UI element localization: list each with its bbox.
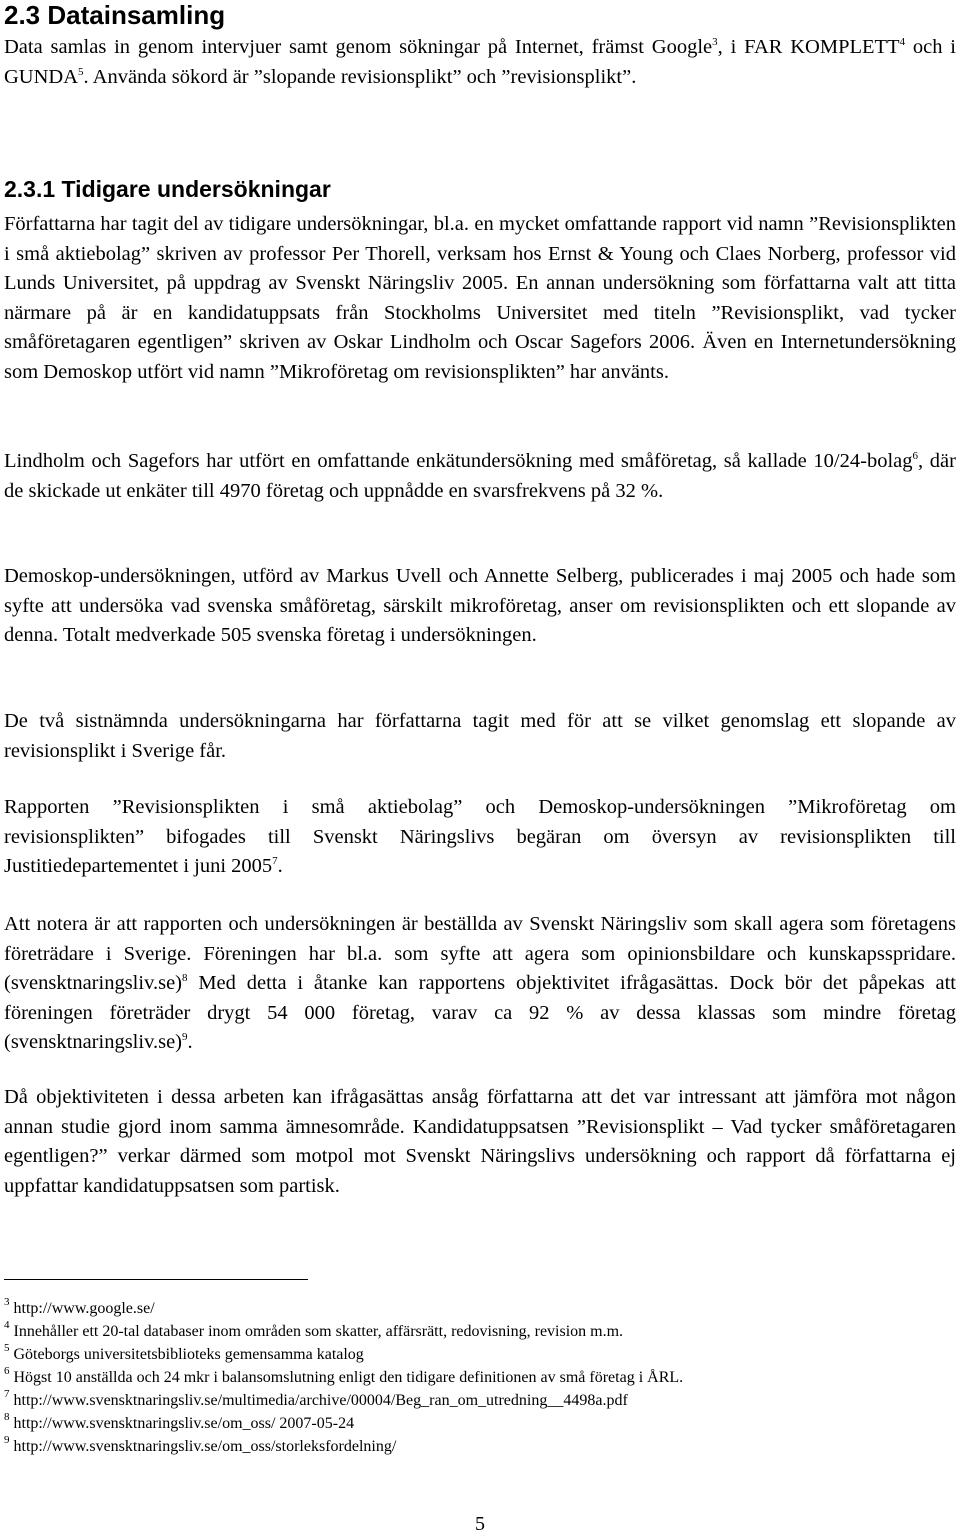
footnote-ref-5: 5	[78, 65, 84, 78]
paragraph-text: .	[187, 1031, 193, 1053]
footnote-separator	[4, 1279, 308, 1280]
footnote	[4, 1320, 956, 1343]
footnote-ref-4: 4	[899, 36, 906, 48]
footnote	[4, 1435, 956, 1458]
footnote-ref-8: 8	[182, 972, 188, 984]
footnote-number: 5	[4, 1342, 10, 1354]
paragraph-text: Lindholm och Sagefors har utfört en omfattande enkätundersökning med småföretag, så kallade 10/24-bolag	[4, 450, 913, 472]
paragraph-previous-studies: Författarna har tagit del av tidigare undersökningar, bl.a. en mycket omfattande rapport vid namn ”Revisionsplikten i små aktiebolag” skriven av professor Per Thorell, verksam hos Ernst & Young och Claes Norberg, professor vid Lunds Universitet, på uppdrag av Svenskt Näringsliv 2005. En annan undersökning som författarna valt att titta närmare på är en kandidatuppsats från Stockholms Universitet med titeln ”Revisionsplikt, vad tycker småföretagaren egentligen” skriven av Oskar Lindholm och Oscar Sagefors 2006. Även en Internetundersökning som Demoskop utfört vid namn ”Mikroföretag om revisionsplikten” har använts.	[4, 213, 956, 383]
subsection-heading: 2.3.1 Tidigare undersökningar	[4, 176, 331, 202]
intro-text-2: , i FAR KOMPLETT	[717, 36, 900, 58]
footnote-text: http://www.svensktnaringsliv.se/om_oss/storleksfordelning/	[13, 1438, 397, 1455]
footnote-ref-9: 9	[182, 1031, 188, 1043]
paragraph-text: .	[277, 855, 283, 877]
footnote-ref-6: 6	[912, 450, 918, 462]
paragraph-objectivity	[4, 910, 956, 1058]
section-heading: 2.3 Datainsamling	[4, 0, 226, 30]
footnote-text: http://www.google.se/	[13, 1300, 155, 1317]
footnote-number: 9	[4, 1434, 10, 1446]
paragraph-text: , där de skickade ut enkäter till 4970 företag och uppnådde en svarsfrekvens på 32 %.	[4, 450, 956, 502]
footnote-text: Innehåller ett 20-tal databaser inom områden som skatter, affärsrätt, redovisning, revision m.m.	[13, 1323, 624, 1340]
footnote-text: Göteborgs universitetsbiblioteks gemensamma katalog	[13, 1346, 364, 1363]
footnote-text: http://www.svensktnaringsliv.se/om_oss/ 2007-05-24	[13, 1415, 355, 1432]
footnote-number: 4	[4, 1319, 10, 1331]
footnote-text: http://www.svensktnaringsliv.se/multimedia/archive/00004/Beg_ran_om_utredning__4498a.pdf	[13, 1392, 628, 1409]
footnote-list	[4, 1297, 956, 1458]
intro-text-3: och i GUNDA	[4, 36, 956, 88]
footnote	[4, 1412, 956, 1435]
footnote-number: 8	[4, 1411, 10, 1423]
footnote-number: 3	[4, 1296, 10, 1308]
paragraph-text: Rapporten ”Revisionsplikten i små aktiebolag” och Demoskop-undersökningen ”Mikroföretag om revisionsplikten” bifogades till Svenskt Näringslivs begäran om översyn av revisionsplikten till Justitiedepartementet i juni 2005	[4, 796, 956, 877]
footnote	[4, 1297, 956, 1320]
paragraph-lindholm-sagefors	[4, 447, 956, 506]
footnote-ref-7: 7	[272, 855, 278, 867]
paragraph-comparison: Då objektiviteten i dessa arbeten kan ifrågasättas ansåg författarna att det var intressant att jämföra mot någon annan studie gjord inom samma ämnesområde. Kandidatuppsatsen ”Revisionsplikt – Vad tycker småföretagaren egentligen?” verkar därmed som motpol mot Svenskt Näringslivs undersökning och rapport då författarna ej uppfattar kandidatuppsatsen som partisk.	[4, 1086, 956, 1197]
footnote-ref-3: 3	[712, 36, 718, 48]
footnote-text: Högst 10 anställda och 24 mkr i balansomslutning enligt den tidigare definitionen av små företag i ÅRL.	[13, 1369, 684, 1386]
intro-text-4: . Använda sökord är ”slopande revisionsplikt” och ”revisionsplikt”.	[83, 65, 637, 88]
footnote	[4, 1389, 956, 1412]
paragraph-text: Med detta i åtanke kan rapportens objektivitet ifrågasättas. Dock bör det påpekas att föreningen företräder drygt 54 000 företag, varav ca 92 % av dessa klassas som mindre företag (svensktnaringsliv.se)	[4, 972, 956, 1053]
paragraph-report	[4, 793, 956, 882]
page-number: 5	[475, 1513, 485, 1535]
paragraph-demoskop: Demoskop-undersökningen, utförd av Markus Uvell och Annette Selberg, publicerades i maj 2005 och hade som syfte att undersöka vad svenska småföretag, särskilt mikroföretag, anser om revisionsplikten och ett slopande av denna. Totalt medverkade 505 svenska företag i undersökningen.	[4, 565, 956, 646]
footnote-number: 6	[4, 1365, 10, 1377]
footnote	[4, 1366, 956, 1389]
intro-paragraph	[4, 33, 956, 92]
footnote-number: 7	[4, 1388, 10, 1400]
paragraph-text: Att notera är att rapporten och undersökningen är beställda av Svenskt Näringsliv som skall agera som företagens företrädare i Sverige. Föreningen har bl.a. som syfte att agera som opinionsbildare och kunskapsspridare. (svensktnaringsliv.se)	[4, 913, 956, 994]
footnote	[4, 1343, 956, 1366]
paragraph-two-studies: De två sistnämnda undersökningarna har författarna tagit med för att se vilket genomslag ett slopande av revisionsplikt i Sverige får.	[4, 710, 956, 762]
intro-text-1: Data samlas in genom intervjuer samt genom sökningar på Internet, främst Google	[4, 36, 713, 58]
